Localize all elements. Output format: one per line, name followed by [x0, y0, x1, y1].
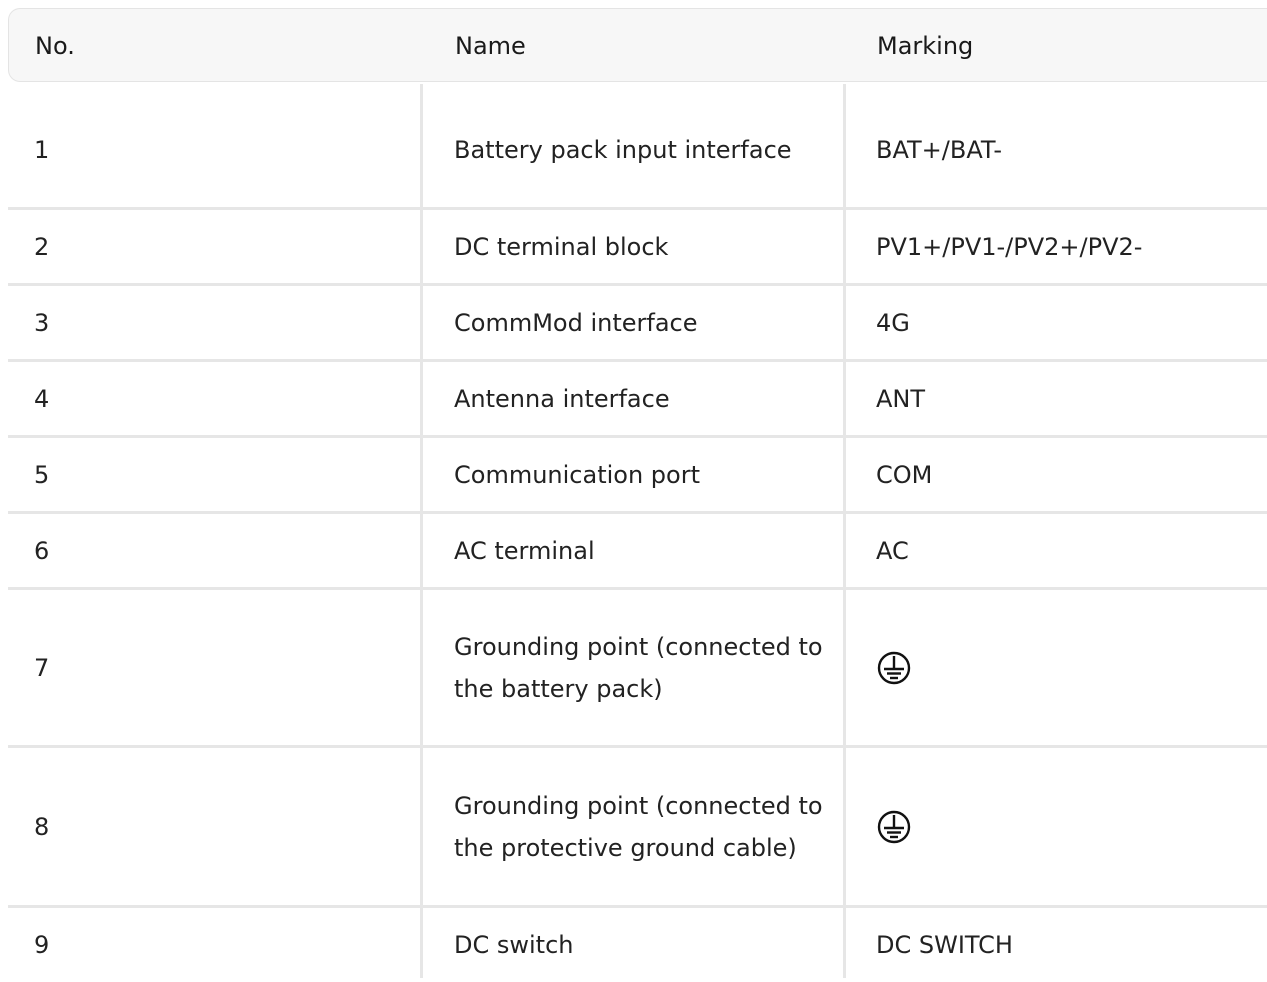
header-name: Name	[455, 32, 526, 60]
table-row	[8, 286, 1267, 362]
cell-marking: PV1+/PV1-/PV2+/PV2-	[876, 232, 1143, 261]
table-row	[8, 590, 1267, 748]
cell-name: CommMod interface	[454, 308, 698, 337]
cell-name: Grounding point (connected to the protective ground cable)	[454, 791, 823, 862]
table-header	[8, 8, 1267, 82]
header-marking: Marking	[877, 32, 974, 60]
cell-no: 9	[34, 931, 50, 959]
cell-name: DC switch	[454, 931, 574, 959]
table-row	[8, 438, 1267, 514]
cell-no: 8	[34, 812, 50, 841]
table-row	[8, 908, 1267, 982]
table-row	[8, 210, 1267, 286]
cell-marking: 4G	[876, 308, 910, 337]
cell-marking: DC SWITCH	[876, 931, 1013, 959]
cell-marking: COM	[876, 460, 933, 489]
cell-no: 2	[34, 232, 50, 261]
cell-marking: AC	[876, 536, 909, 565]
protective-earth-icon	[876, 650, 912, 686]
cell-name: AC terminal	[454, 536, 595, 565]
cell-marking	[876, 590, 1266, 745]
cell-no: 4	[34, 384, 50, 413]
component-table	[8, 8, 1267, 982]
protective-earth-icon	[876, 809, 912, 845]
cell-name: Antenna interface	[454, 384, 670, 413]
cell-no: 3	[34, 308, 50, 337]
table-row	[8, 748, 1267, 908]
column-divider	[843, 84, 846, 978]
cell-name: Grounding point (connected to the battery pack)	[454, 632, 823, 703]
table-row	[8, 92, 1267, 210]
table-row	[8, 362, 1267, 438]
cell-no: 5	[34, 460, 50, 489]
cell-name: Communication port	[454, 460, 700, 489]
cell-name: DC terminal block	[454, 232, 669, 261]
cell-marking	[876, 748, 1266, 905]
table-row	[8, 514, 1267, 590]
cell-marking: ANT	[876, 384, 926, 413]
column-divider	[420, 84, 423, 978]
cell-no: 6	[34, 536, 50, 565]
cell-no: 7	[34, 653, 50, 682]
cell-no: 1	[34, 135, 50, 164]
cell-name: Battery pack input interface	[454, 135, 792, 164]
table-body	[8, 92, 1267, 982]
header-no: No.	[35, 32, 75, 60]
cell-marking: BAT+/BAT-	[876, 135, 1003, 164]
